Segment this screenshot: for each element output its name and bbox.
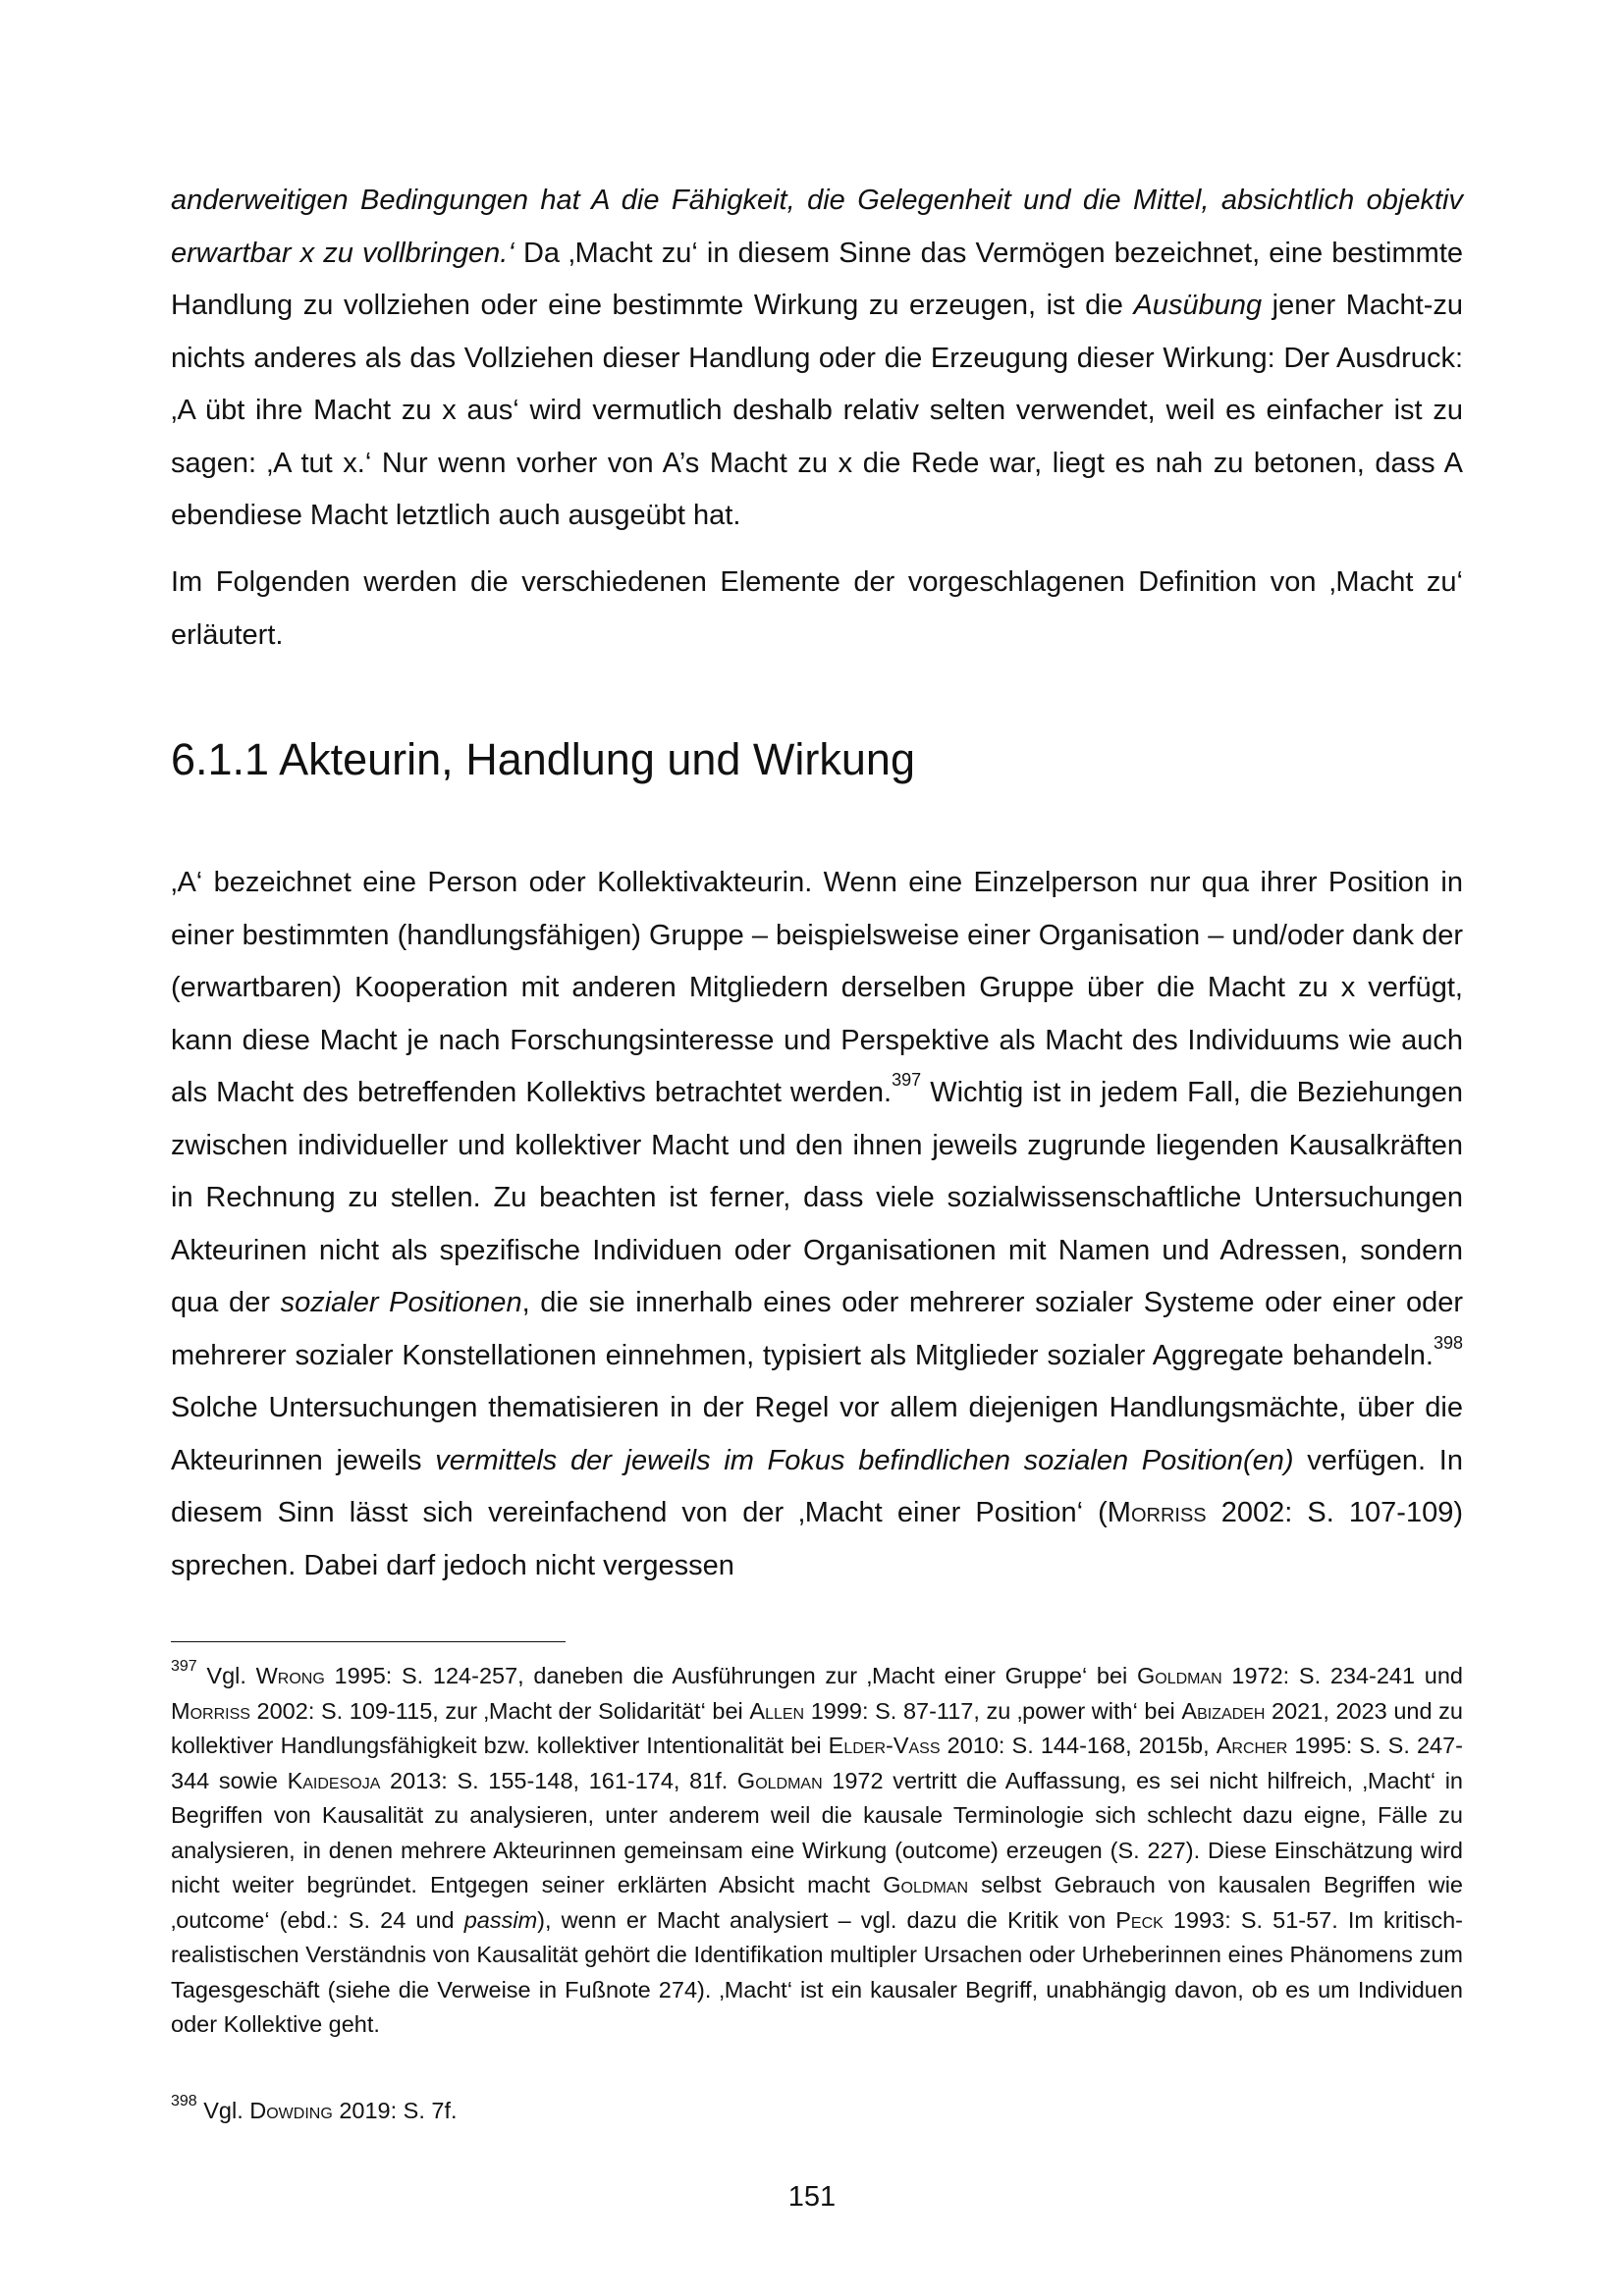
paragraph-text: , die sie innerhalb eines oder mehrerer sozialer Systeme oder einer oder mehrerer sozialer Konstellationen einnehmen, typisiert als Mitglieder sozialer Aggregate behandeln. [171, 1287, 1463, 1371]
paragraph-text: Wichtig ist in jedem Fall, die Beziehungen zwischen individueller und kollektiver Macht und den ihnen jeweils zugrunde liegenden Kausalkräften in Rechnung zu stellen. Zu beachten ist ferner, dass viele sozialwissenschaftliche Untersuchungen Akteurinen nicht als spezifische Individuen oder Organisationen mit Namen und Adressen, sondern qua der [171, 1077, 1463, 1318]
footnote-text: 1995: S. 124-257, daneben die Ausführungen zur ‚Macht einer Gruppe‘ bei [324, 1663, 1137, 1688]
footnote-text: Vgl. [196, 1663, 256, 1688]
paragraph-text: Da ‚Macht zu‘ in diesem Sinne das Vermögen bezeichnet, eine bestimmte Handlung zu vollziehen oder eine bestimmte Wirkung zu erzeugen, ist die [171, 237, 1463, 321]
footnote-text: ), wenn er Macht analysiert – vgl. dazu die Kritik von [537, 1906, 1116, 1933]
italic-definition-fragment: anderweitigen Bedingungen hat A die Fähigkeit, die Gelegenheit und die Mittel, absichtlich objektiv erwartbar x zu vollbringen.‘ [171, 185, 1463, 269]
footnote-text: selbst Gebrauch von kausalen Begriffen wie ‚outcome‘ (ebd.: S. 24 und [171, 1872, 1464, 1933]
author-name: Allen [749, 1697, 805, 1724]
footnote-text: 1993: S. 51-57. Im kritisch-realistischen Verständnis von Kausalität gehört die Identifikation multipler Ursachen oder Urheberinnen eines Phänomens zum Tagesgeschäft (siehe die Verweise in Fußnote 274). ‚Macht‘ ist ein kausaler Begriff, unabhängig davon, ob es um Individuen oder Kollektive geht. [171, 1906, 1463, 2037]
author-name: Wrong [255, 1663, 325, 1688]
footnote-text: 2010: S. 144-168, 2015b, [940, 1733, 1217, 1758]
footnote-separator [171, 1641, 566, 1642]
author-name: Dowding [249, 2098, 333, 2123]
italic-phrase: vermittels der jeweils im Fokus befindlichen sozialen Position(en) [435, 1444, 1294, 1476]
paragraph-text: ‚A‘ bezeichnet eine Person oder Kollektivakteurin. Wenn eine Einzelperson nur qua ihrer Position in einer bestimmten (handlungsfähigen) Gruppe – beispielsweise einer Organisation – und/oder dank der (erwartbaren) Kooperation mit anderen Mitgliedern derselben Gruppe über die Macht zu x verfügt, kann diese Macht je nach Forschungsinteresse und Perspektive als Macht des Individuums wie auch als Macht des betreffenden Kollektivs betrachtet werden. [171, 867, 1463, 1108]
author-name: Kaidesoja [287, 1767, 381, 1793]
author-name: Peck [1115, 1906, 1164, 1933]
footnote-397 [171, 1659, 1463, 2043]
author-name: Abizadeh [1181, 1697, 1266, 1724]
paragraph-text: 2002: S. 107-109) sprechen. Dabei darf jedoch nicht vergessen [171, 1497, 1464, 1581]
footnote-number: 397 [171, 1658, 197, 1676]
paragraph-text: Solche Untersuchungen thematisieren in der Regel vor allem diejenigen Handlungsmächte, über die Akteurinnen jeweils [171, 1392, 1463, 1476]
author-name: Goldman [736, 1767, 823, 1793]
footnote-ref-398[interactable]: 398 [1433, 1332, 1463, 1353]
footnote-text: 1972 vertritt die Auffassung, es sei nicht hilfreich, ‚Macht‘ in Begriffen von Kausalität zu analysieren, unter anderem weil die kausale Terminologie sich schlecht dazu eigne, Fälle zu analysieren, in denen mehrere Akteurinnen gemeinsam eine Wirkung (outcome) erzeugen (S. 227). Diese Einschätzung wird nicht weiter begründet. Entgegen seiner erklärten Absicht macht [171, 1767, 1463, 1897]
section-heading: 6.1.1 Akteurin, Handlung und Wirkung [171, 734, 915, 784]
italic-term-ausuebung: Ausübung [1133, 290, 1263, 321]
footnote-number: 398 [171, 2093, 197, 2110]
footnote-text: 2019: S. 7f. [332, 2098, 458, 2123]
body-paragraph-1 [171, 175, 1463, 543]
page-number: 151 [787, 2181, 837, 2213]
author-name: Elder-Vass [828, 1733, 941, 1758]
footnote-398 [171, 2094, 1463, 2129]
author-name: Goldman [883, 1872, 968, 1897]
footnote-text: 2002: S. 109-115, zur ‚Macht der Solidarität‘ bei [249, 1697, 750, 1724]
italic-phrase: sozialer Positionen [280, 1287, 522, 1318]
footnote-text: 1999: S. 87-117, zu ‚power with‘ bei [804, 1697, 1182, 1724]
author-name: Morriss [171, 1697, 250, 1724]
body-paragraph-2: Im Folgenden werden die verschiedenen Elemente der vorgeschlagenen Definition von ‚Macht zu‘ erläutert. [171, 566, 1463, 651]
author-name: Morriss [1107, 1497, 1207, 1528]
author-name: Goldman [1136, 1663, 1222, 1688]
footnote-text: 2021, 2023 und zu kollektiver Handlungsfähigkeit bzw. kollektiver Intentionalität bei [171, 1697, 1463, 1758]
body-paragraph-3 [171, 857, 1463, 1592]
italic-term-passim: passim [463, 1906, 538, 1933]
footnote-text: 2013: S. 155-148, 161-174, 81f. [380, 1767, 737, 1793]
paragraph-text: verfügen. In diesem Sinn lässt sich vereinfachend von der ‚Macht einer Position‘ ( [171, 1444, 1463, 1528]
footnote-text: 1972: S. 234-241 und [1221, 1663, 1463, 1688]
author-name: Archer [1216, 1733, 1288, 1758]
footnote-ref-397[interactable]: 397 [892, 1069, 922, 1090]
footnote-text: Vgl. [196, 2098, 250, 2123]
footnote-text: 1995: S. S. 247-344 sowie [171, 1733, 1463, 1793]
paragraph-text: jener Macht-zu nichts anderes als das Vollziehen dieser Handlung oder die Erzeugung dieser Wirkung: Der Ausdruck: ‚A übt ihre Macht zu x aus‘ wird vermutlich deshalb relativ selten verwendet, weil es einfacher ist zu sagen: ‚A tut x.‘ Nur wenn vorher von A’s Macht zu x die Rede war, liegt es nah zu betonen, dass A ebendiese Macht letztlich auch ausgeübt hat. [171, 290, 1464, 531]
